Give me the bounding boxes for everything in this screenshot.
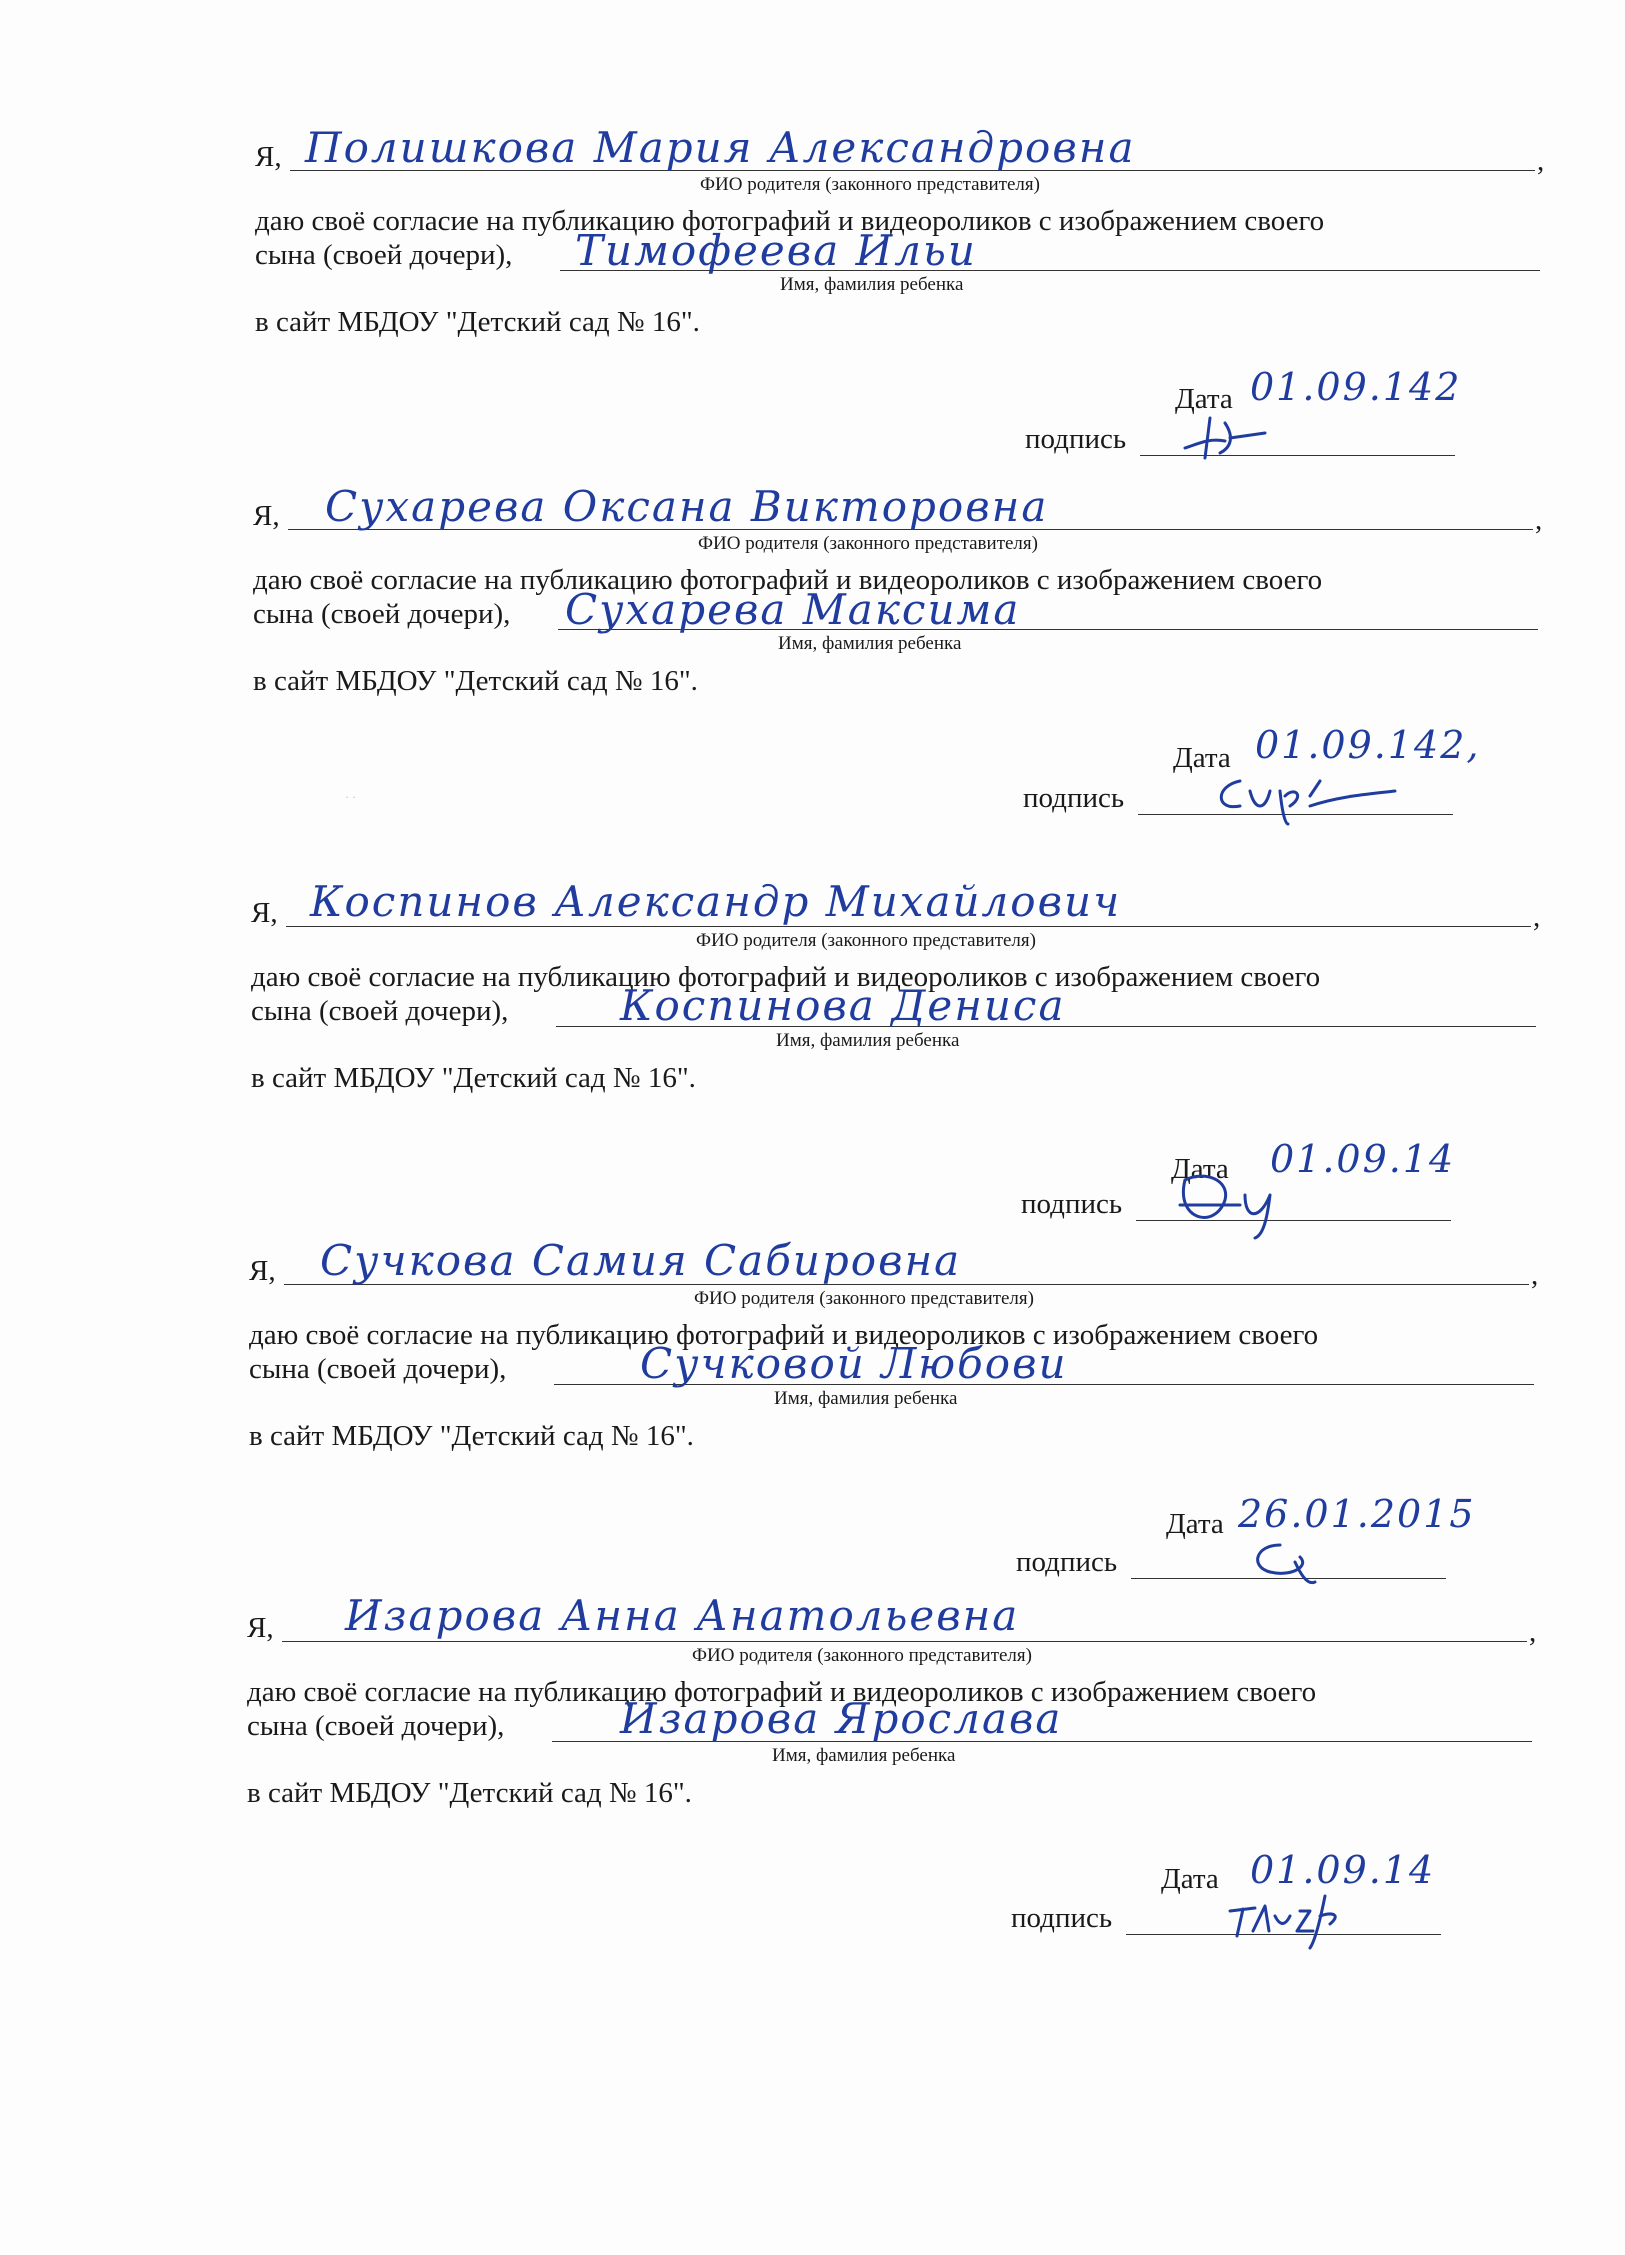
son-daughter-label: сына (своей дочери), (249, 1353, 507, 1385)
consent-text: даю своё согласие на публикацию фотографий и видеороликов с изображением своего (255, 205, 1325, 237)
parent-name-line (282, 1641, 1527, 1642)
signature-mark (1225, 1886, 1355, 1951)
date-handwritten: 01.09.142, (1255, 723, 1481, 767)
son-daughter-label: сына (своей дочери), (255, 239, 513, 271)
signature-mark (1210, 766, 1400, 826)
parent-name-handwritten: Полишкова Мария Александровна (305, 123, 1136, 172)
signature-label: подпись (1023, 782, 1125, 814)
child-caption: Имя, фамилия ребенка (776, 1030, 960, 1051)
site-text: в сайт МБДОУ "Детский сад № 16". (253, 665, 698, 697)
parent-caption: ФИО родителя (законного представителя) (698, 533, 1038, 554)
signature-mark (1240, 1537, 1330, 1587)
parent-caption: ФИО родителя (законного представителя) (696, 930, 1036, 951)
site-text: в сайт МБДОУ "Детский сад № 16". (251, 1062, 696, 1094)
parent-caption: ФИО родителя (законного представителя) (692, 1645, 1032, 1666)
child-name-handwritten: Сухарева Максима (565, 585, 1021, 634)
date-label: Дата (1173, 742, 1231, 774)
consent-entry (0, 1591, 1625, 1963)
date-handwritten: 26.01.2015 (1238, 1492, 1476, 1536)
consent-text: даю своё согласие на публикацию фотографий и видеороликов с изображением своего (253, 564, 1323, 596)
site-text: в сайт МБДОУ "Детский сад № 16". (249, 1420, 694, 1452)
son-daughter-label: сына (своей дочери), (247, 1710, 505, 1742)
site-text: в сайт МБДОУ "Детский сад № 16". (247, 1777, 692, 1809)
comma: , (1535, 504, 1543, 536)
consent-text: даю своё согласие на публикацию фотографий и видеороликов с изображением своего (247, 1676, 1317, 1708)
comma: , (1537, 145, 1545, 177)
signature-label: подпись (1025, 423, 1127, 455)
child-name-handwritten: Изарова Ярослава (620, 1694, 1063, 1743)
parent-caption: ФИО родителя (законного представителя) (694, 1288, 1034, 1309)
consent-entry (0, 1236, 1625, 1605)
comma: , (1531, 1259, 1539, 1291)
scan-speck: · · (345, 790, 356, 804)
signature-label: подпись (1021, 1188, 1123, 1220)
child-name-handwritten: Тимофеева Ильи (575, 226, 977, 275)
date-label: Дата (1166, 1508, 1224, 1540)
comma: , (1529, 1616, 1537, 1648)
date-label: Дата (1161, 1863, 1219, 1895)
child-name-handwritten: Коспинова Дениса (620, 981, 1066, 1030)
date-handwritten: 01.09.142 (1250, 365, 1462, 409)
date-label: Дата (1175, 383, 1233, 415)
consent-entry (0, 482, 1625, 846)
child-name-handwritten: Сучковой Любови (640, 1339, 1068, 1388)
parent-name-handwritten: Изарова Анна Анатольевна (345, 1591, 1020, 1640)
signature-mark (1165, 1160, 1315, 1240)
child-caption: Имя, фамилия ребенка (778, 633, 962, 654)
child-caption: Имя, фамилия ребенка (774, 1388, 958, 1409)
child-caption: Имя, фамилия ребенка (780, 274, 964, 295)
consent-entry (0, 877, 1625, 1245)
signature-label: подпись (1011, 1902, 1113, 1934)
parent-caption: ФИО родителя (законного представителя) (700, 174, 1040, 195)
parent-name-handwritten: Коспинов Александр Михайлович (310, 877, 1122, 926)
ya-label: Я, (253, 500, 280, 532)
date-handwritten: 01.09.14 (1270, 1137, 1456, 1181)
ya-label: Я, (255, 141, 282, 173)
ya-label: Я, (251, 897, 278, 929)
ya-label: Я, (247, 1612, 274, 1644)
parent-name-handwritten: Сучкова Самия Сабировна (320, 1236, 962, 1285)
parent-name-handwritten: Сухарева Оксана Викторовна (325, 482, 1049, 531)
consent-text: даю своё согласие на публикацию фотографий и видеороликов с изображением своего (249, 1319, 1319, 1351)
signature-label: подпись (1016, 1546, 1118, 1578)
consent-text: даю своё согласие на публикацию фотографий и видеороликов с изображением своего (251, 961, 1321, 993)
son-daughter-label: сына (своей дочери), (251, 995, 509, 1027)
ya-label: Я, (249, 1255, 276, 1287)
comma: , (1533, 901, 1541, 933)
site-text: в сайт МБДОУ "Детский сад № 16". (255, 306, 700, 338)
date-handwritten: 01.09.14 (1250, 1848, 1436, 1892)
son-daughter-label: сына (своей дочери), (253, 598, 511, 630)
signature-mark (1180, 413, 1270, 463)
consent-entry (0, 125, 1625, 485)
date-label: Дата (1171, 1153, 1229, 1185)
parent-name-line (286, 926, 1531, 927)
child-caption: Имя, фамилия ребенка (772, 1745, 956, 1766)
